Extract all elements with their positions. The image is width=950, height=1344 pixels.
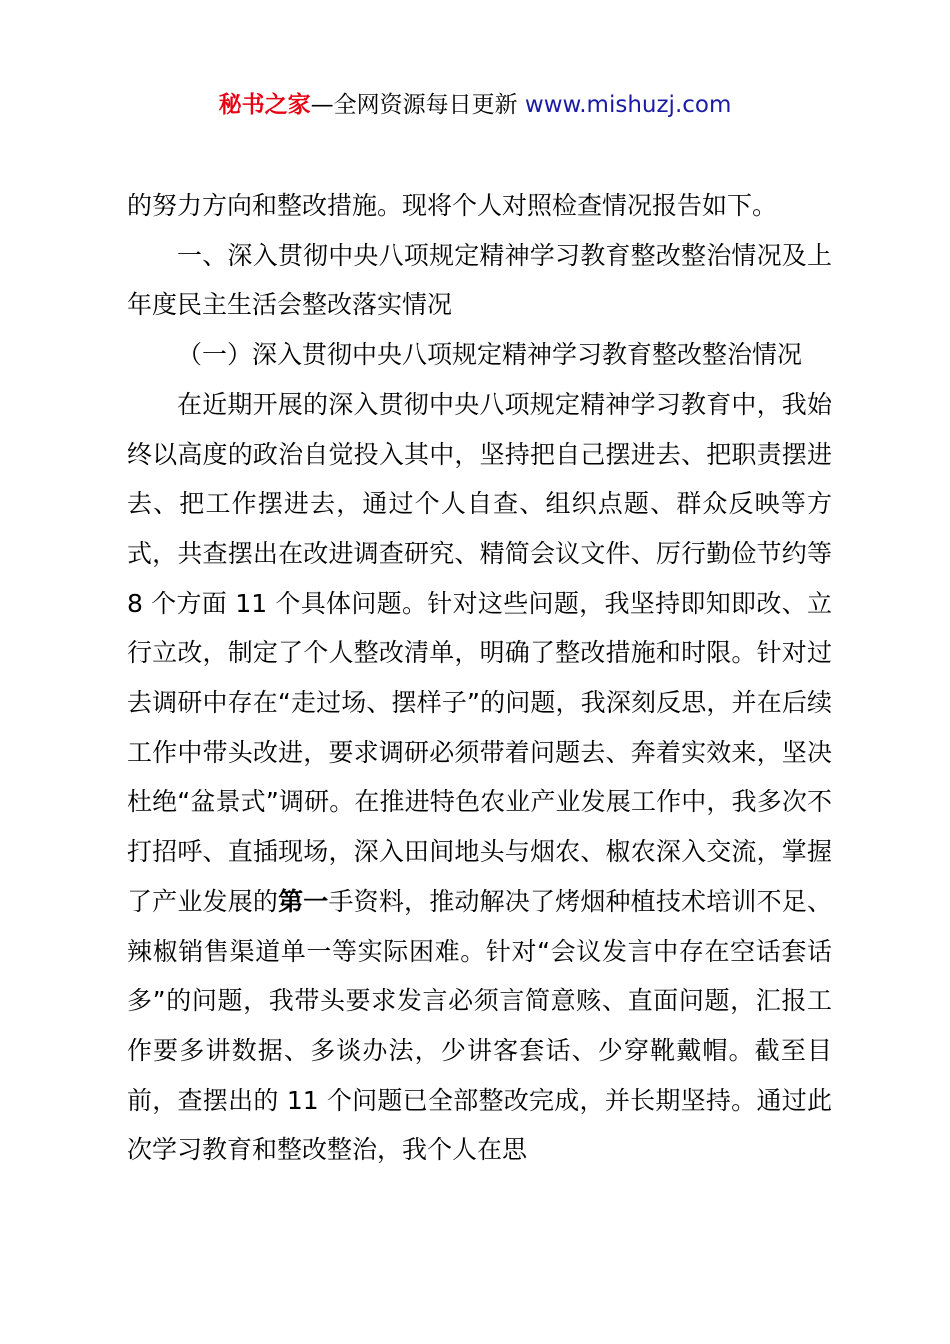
brand-name: 秘书之家 bbox=[218, 92, 311, 118]
section-heading-1: 一、深入贯彻中央八项规定精神学习教育整改整治情况及上年度民主生活会整改落实情况 bbox=[127, 240, 832, 320]
website-url[interactable]: www.mishuzj.com bbox=[524, 92, 732, 118]
document-header bbox=[0, 88, 950, 122]
header-slogan: —全网资源每日更新 bbox=[310, 92, 525, 118]
document-body bbox=[127, 181, 832, 1175]
body-paragraph bbox=[127, 380, 832, 1175]
intro-paragraph: 的努力方向和整改措施。现将个人对照检查情况报告如下。 bbox=[127, 191, 778, 220]
body-paragraph-text-2: 手资料，推动解决了烤烟种植技术培训不足、辣椒销售渠道单一等实际困难。针对“会议发言中存在空话套话多”的问题，我带头要求发言必须言简意赅、直面问题，汇报工作要多讲数据、多谈办法，少讲客套话、少穿靴戴帽。截至目前，查摆出的 11 个问题已全部整改完成，并长期坚持。通过此次学习教育和整改整治，我个人在思 bbox=[127, 886, 832, 1165]
body-paragraph-text-1: 在近期开展的深入贯彻中央八项规定精神学习教育中，我始终以高度的政治自觉投入其中，坚持把自己摆进去、把职责摆进去、把工作摆进去，通过个人自查、组织点题、群众反映等方式，共查摆出在改进调查研究、精简会议文件、厉行勤俭节约等 8 个方面 11 个具体问题。针对这些问题，我坚持即知即改、立行立改，制定了个人整改清单，明确了整改措施和时限。针对过去调研中存在“走过场、摆样子”的问题，我深刻反思，并在后续工作中带头改进，要求调研必须带着问题去、奔着实效来，坚决杜绝“盆景式”调研。在推进特色农业产业发展工作中，我多次不打招呼、直插现场，深入田间地头与烟农、椒农深入交流，掌握了产业发展的 bbox=[127, 389, 832, 916]
body-paragraph-bold-text: 第一 bbox=[278, 886, 329, 916]
subsection-heading-1: （一）深入贯彻中央八项规定精神学习教育整改整治情况 bbox=[177, 340, 803, 370]
